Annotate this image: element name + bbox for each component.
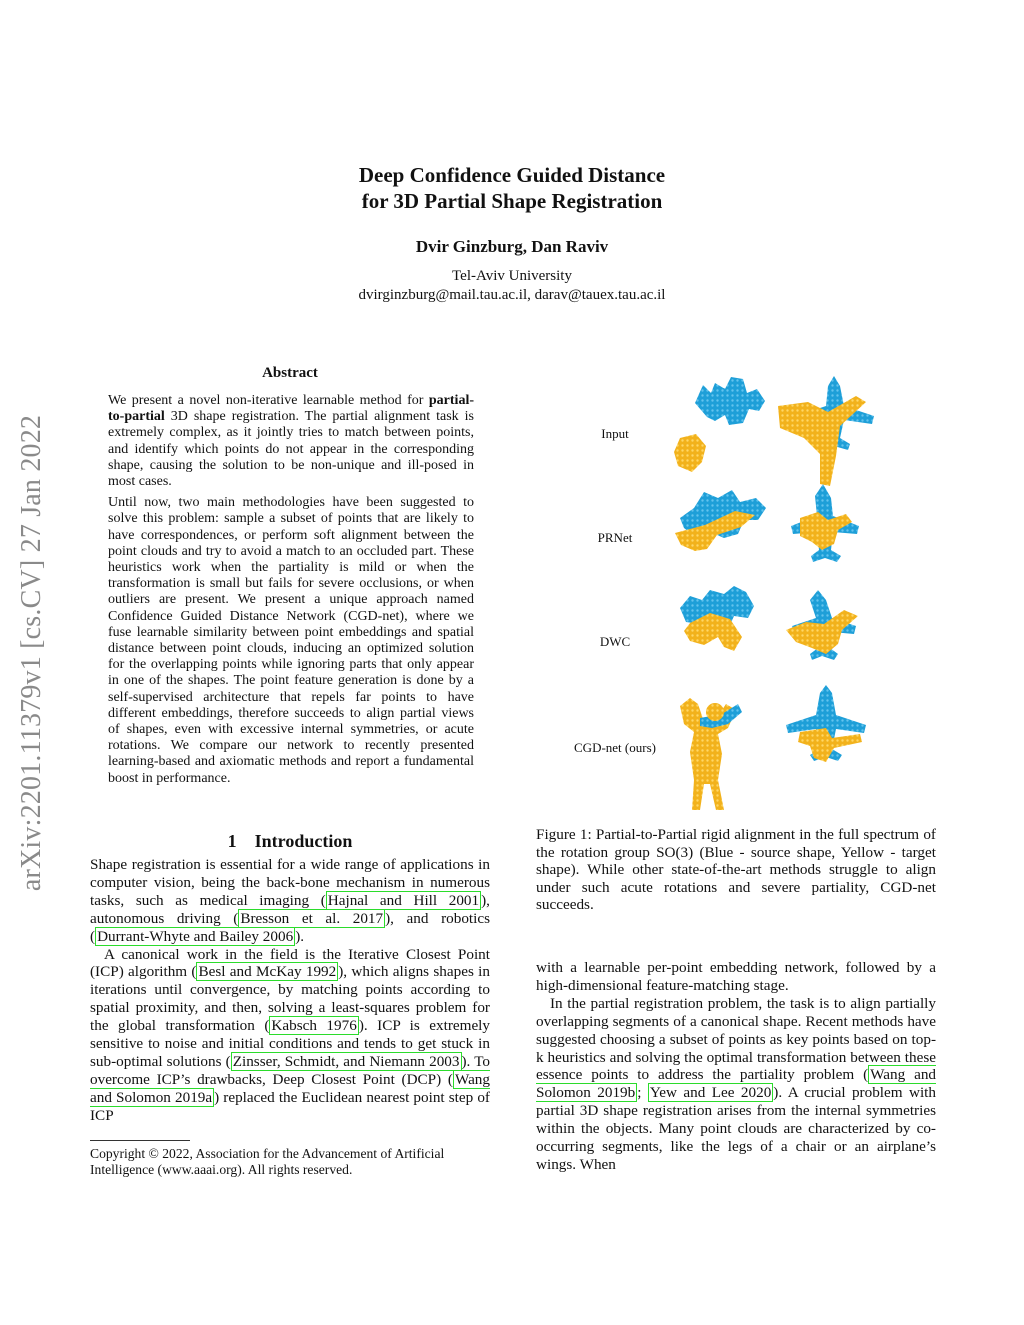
point-cloud-figure <box>560 368 940 816</box>
citation-link[interactable]: Kabsch 1976 <box>271 1017 357 1035</box>
prnet-human <box>675 490 766 551</box>
section-heading-introduction: 1 Introduction <box>227 831 353 851</box>
row-label-prnet: PRNet <box>597 530 633 545</box>
figure-1-caption: Figure 1: Partial-to-Partial rigid alignment in the full spectrum of the rotation group SO(3) (Blue - source shape, Yellow - target shape). While other state-of-the-art methods struggle to align under such acute rotations and severe partiality, CGD-net succeeds. <box>536 826 936 914</box>
intro-paragraph-1: Shape registration is essential for a wide range of applications in computer vision, being the back-bone mechanism in numerous tasks, such as medical imaging ( Hajnal and Hill 2001 ), autonomous driving ( Bresson et al. 2017 ), and robotics ( Durrant-Whyte and Bailey 2006 ). <box>90 856 490 945</box>
dwc-plane <box>786 590 858 660</box>
arxiv-identifier <box>12 358 52 948</box>
right-paragraph-2: In the partial registration problem, the task is to align partially overlapping segments of a canonical shape. Recent methods have suggested choosing a subset of points as key points based on top-k heuristics and solving the optimal transformation between these essence points to address the partiality problem ( Wang and Solomon 2019b ; Yew and Lee 2020 ). A crucial problem with partial 3D shape registration arises from the internal symmetries within the objects. Many point clouds are characterized by co-occurring segments, like the legs of a chair or an airplane’s wings. When <box>536 994 937 1173</box>
affiliation: Tel-Aviv University <box>452 268 572 284</box>
right-paragraph-1: with a learnable per-point embedding network, followed by a high-dimensional feature-matching stage. <box>536 959 936 994</box>
abstract-paragraph-2: Until now, two main methodologies have been suggested to solve this problem: sample a subset of points that are likely to have correspondences, or perform soft alignment between the point clouds and try to avoid a match to an occluded part. These heuristics work when the partiality is mild or when the transformation is small but fails for severe occlusions, or when outliers are present. We present a unique approach named Confidence Guided Distance Network (CGD-net), where we fuse learnable similarity between point embeddings and spatial distance between point clouds, inducing an optimized solution for the overlapping points while ignoring parts that only appear in one of the shapes. The point feature generation is done by a self-supervised architecture that repels far points to have different embeddings, therefore succeeds to align partial views of shapes, even with excessive internal symmetries, or acute rotations. We compare our network to recently presented learning-based and axiomatic methods and report a fundamental boost in performance. <box>108 495 474 786</box>
row-label-input: Input <box>601 426 629 441</box>
intro-paragraph-2: A canonical work in the field is the Iterative Closest Point (ICP) algorithm ( Besl and McKay 1992 ), which aligns shapes in iterations until convergence, by matching points according to spatial proximity, and then, solving a least-squares problem for the global transformation ( Kabsch 1976 ). ICP is extremely sensitive to noise and initial conditions and tends to get stuck in sub-optimal solutions ( Zinsser, Schmidt, and Niemann 2003 ). To overcome ICP’s drawbacks, Deep Closest Point (DCP) ( Wang and Solomon 2019a ) replaced the Euclidean nearest point step of ICP <box>90 945 491 1124</box>
citation-link[interactable]: Besl and McKay 1992 <box>198 963 337 981</box>
abstract-paragraph-1: We present a novel non-iterative learnable method for partial-to-partial 3D shape registration. The partial alignment task is extremely complex, as it jointly tries to match between points, and identify which points do not appear in the corresponding shape, causing the solution to be non-unique and ill-posed in most cases. <box>108 393 474 490</box>
paper-title-line1: Deep Confidence Guided Distance <box>358 163 666 187</box>
citation-link[interactable]: Wang and Solomon 2019b <box>536 1066 937 1102</box>
emails: dvirginzburg@mail.tau.ac.il, darav@tauex.tau.ac.il <box>358 287 666 303</box>
row-label-cgdnet: CGD-net (ours) <box>574 740 656 755</box>
copyright-footnote: Copyright © 2022, Association for the Advancement of Artificial Intelligence (www.aaai.org). All rights reserved. <box>90 1146 445 1177</box>
citation-link[interactable]: Zinsser, Schmidt, and Niemann 2003 <box>232 1052 460 1070</box>
cgdnet-human <box>680 698 742 810</box>
citation-link[interactable]: Hajnal and Hill 2001 <box>327 891 480 909</box>
row-label-dwc: DWC <box>599 634 631 649</box>
figure-1 <box>560 368 940 816</box>
authors: Dvir Ginzburg, Dan Raviv <box>415 237 609 256</box>
intro-body <box>90 856 490 1125</box>
input-human-target <box>674 434 706 472</box>
abstract-heading: Abstract <box>262 365 318 381</box>
citation-link[interactable]: Durrant-Whyte and Bailey 2006 <box>97 927 294 945</box>
footnote-rule <box>90 1140 190 1141</box>
input-human-source <box>695 377 765 425</box>
paper-title-line2: for 3D Partial Shape Registration <box>361 189 663 213</box>
citation-link[interactable]: Bresson et al. 2017 <box>240 909 384 927</box>
dwc-human <box>680 586 754 651</box>
citation-link[interactable]: Yew and Lee 2020 <box>649 1084 772 1102</box>
citation-link[interactable]: Wang and Solomon 2019a <box>90 1070 490 1106</box>
abstract-body <box>108 393 474 792</box>
cgdnet-plane <box>786 685 866 762</box>
arxiv-id-text: arXiv:2201.11379v1 [cs.CV] 27 Jan 2022 <box>16 414 47 892</box>
prnet-plane <box>791 484 859 562</box>
input-plane-target <box>778 396 866 486</box>
right-column-body <box>536 959 936 1174</box>
